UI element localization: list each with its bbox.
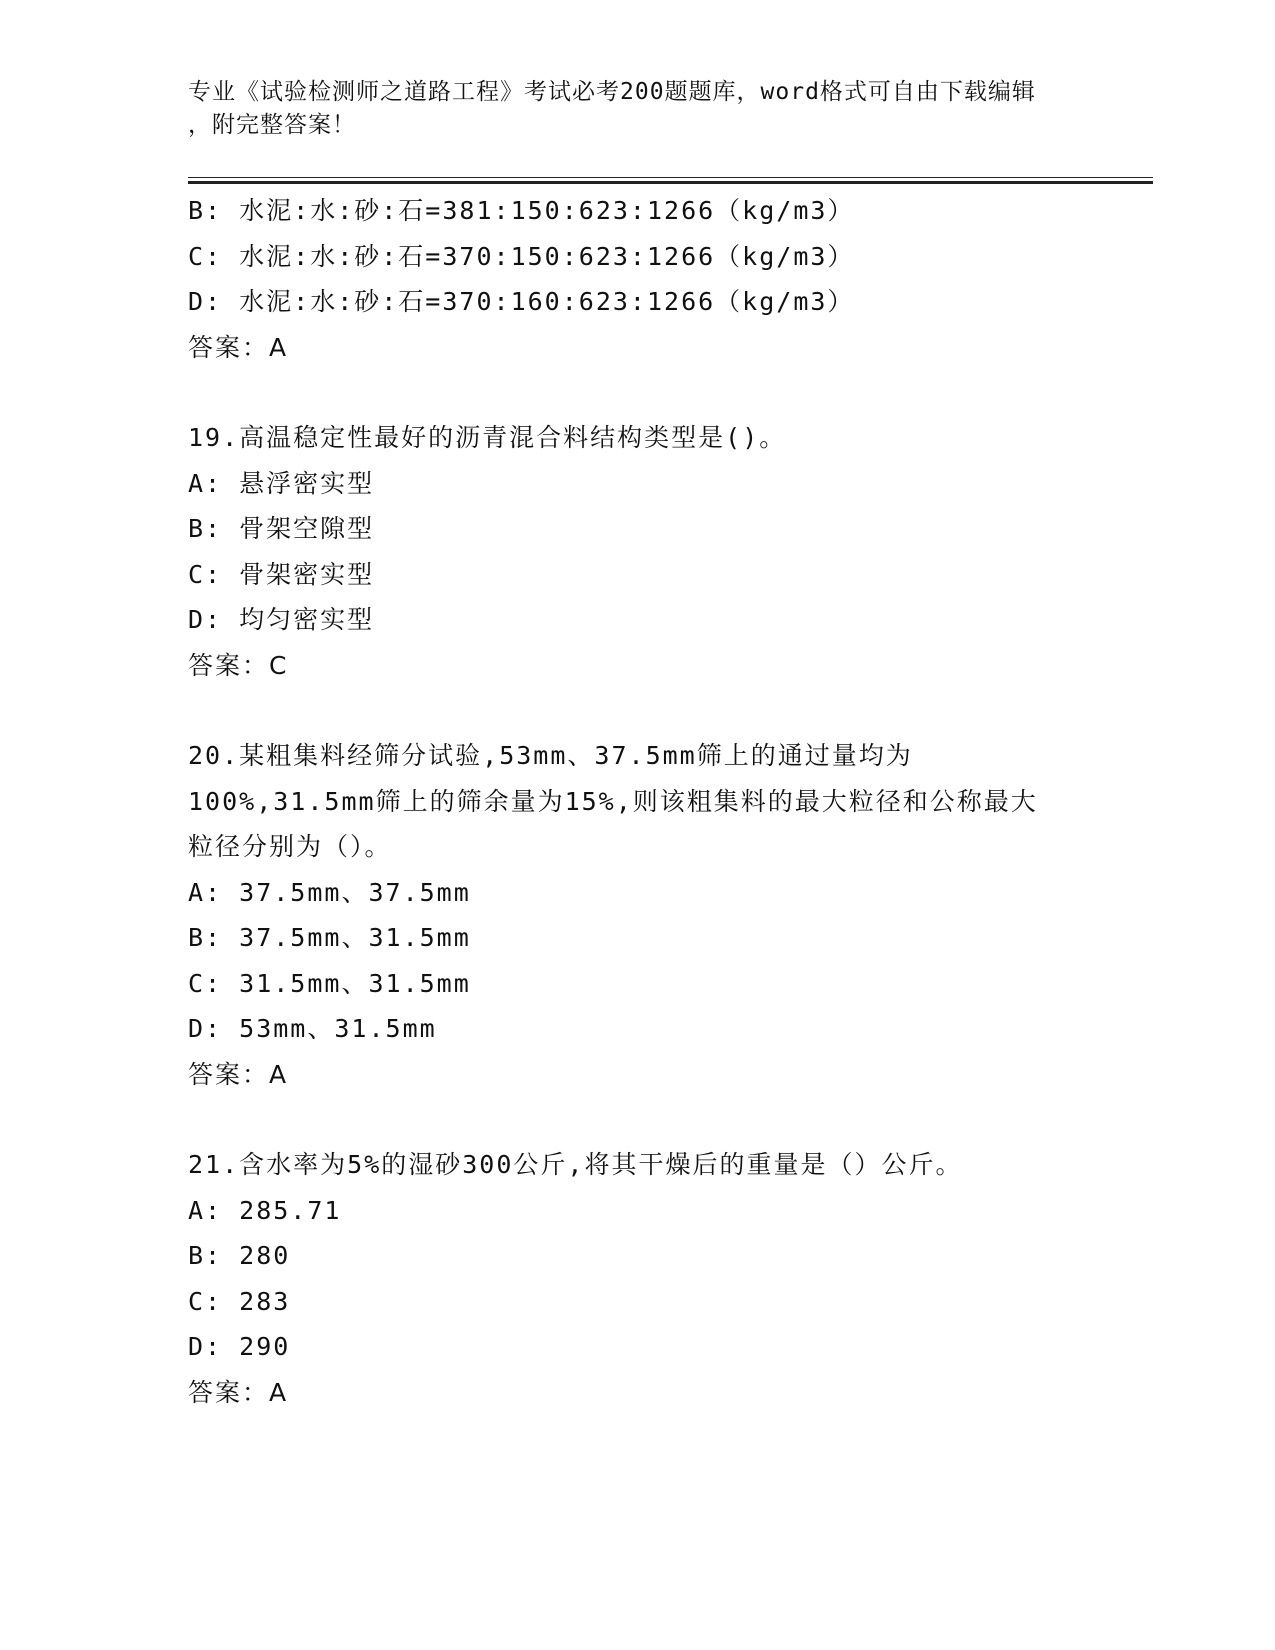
- option-b: B: 280: [188, 1241, 291, 1270]
- spacer: [188, 370, 1088, 415]
- answer: 答案：C: [188, 650, 289, 680]
- question-list: [188, 188, 1088, 1415]
- question-stem: 19.高温稳定性最好的沥青混合料结构类型是()。: [188, 423, 787, 452]
- answer: 答案：A: [188, 1377, 289, 1407]
- option-d: D: 53mm、31.5mm: [188, 1014, 437, 1043]
- option-b: B: 水泥:水:砂:石=381:150:623:1266（kg/m3）: [188, 196, 855, 225]
- option-d: D: 均匀密实型: [188, 605, 375, 634]
- option-b: B: 骨架空隙型: [188, 514, 375, 543]
- question-19: [188, 415, 1088, 688]
- question-21: [188, 1142, 1088, 1415]
- option-a: A: 285.71: [188, 1195, 342, 1225]
- question-stem-line-3: 粒径分别为（）。: [188, 832, 392, 861]
- option-c: C: 水泥:水:砂:石=370:150:623:1266（kg/m3）: [188, 241, 855, 271]
- answer: 答案：A: [188, 332, 289, 362]
- header-title-line-1: 专业《试验检测师之道路工程》考试必考200题题库，word格式可自由下载编辑: [188, 79, 1036, 105]
- header-divider-thick: [188, 181, 1153, 184]
- question-18-tail: [188, 188, 1088, 370]
- spacer: [188, 688, 1088, 733]
- document-header: [188, 76, 1088, 142]
- question-stem-line-2: 100%,31.5mm筛上的筛余量为15%,则该粗集料的最大粒径和公称最大: [188, 786, 1038, 816]
- answer: 答案：A: [188, 1059, 289, 1089]
- option-c: C: 31.5mm、31.5mm: [188, 968, 471, 998]
- option-d: D: 水泥:水:砂:石=370:160:623:1266（kg/m3）: [188, 287, 855, 316]
- option-d: D: 290: [188, 1332, 291, 1361]
- option-a: A: 37.5mm、37.5mm: [188, 877, 471, 907]
- option-b: B: 37.5mm、31.5mm: [188, 923, 471, 952]
- spacer: [188, 1097, 1088, 1142]
- option-a: A: 悬浮密实型: [188, 468, 375, 498]
- question-stem-line-1: 20.某粗集料经筛分试验,53mm、37.5mm筛上的通过量均为: [188, 741, 913, 770]
- header-title-line-2: ，附完整答案！: [188, 112, 356, 138]
- option-c: C: 骨架密实型: [188, 559, 375, 589]
- question-stem: 21.含水率为5%的湿砂300公斤,将其干燥后的重量是（）公斤。: [188, 1150, 963, 1179]
- header-divider-thin: [188, 177, 1153, 178]
- option-c: C: 283: [188, 1286, 291, 1316]
- question-20: [188, 733, 1088, 1097]
